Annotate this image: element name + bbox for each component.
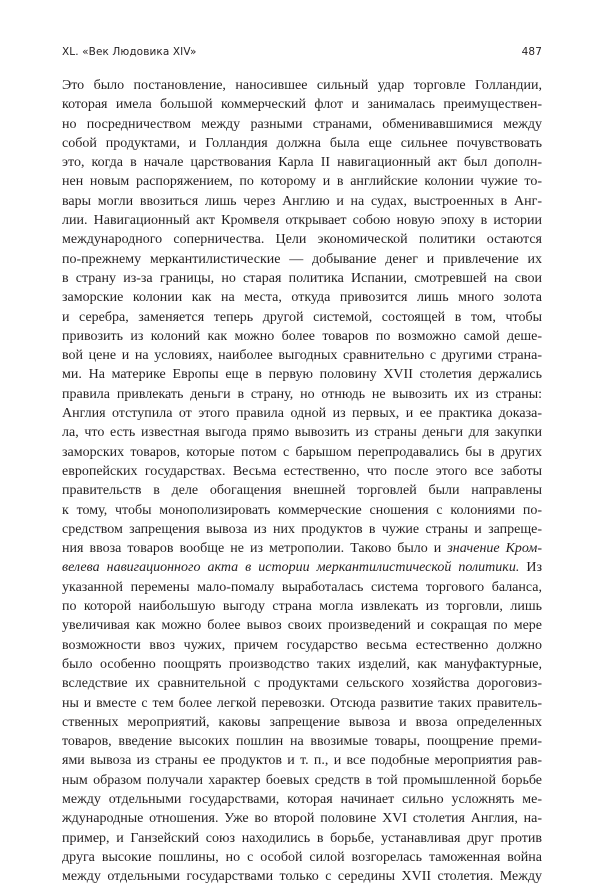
text-line: заморских товаров, которые потом с барышом перепродавались бы в других bbox=[62, 444, 542, 460]
italic-phrase: велева навигационного акта в истории меркантилистической политики. bbox=[62, 560, 520, 576]
text-line: по которой наибольшую выгоду страна могла извлекать из торговли, лишь bbox=[62, 599, 542, 615]
text-line: собой продуктами, и Голландия должна была еще сильнее почувствовать bbox=[62, 135, 542, 151]
text-line: пример, и Ганзейский союз находились в борьбе, устанавливая друг против bbox=[62, 830, 542, 846]
text-line: вследствие их сравнительной с продуктами сельского хозяйства дороговиз- bbox=[62, 676, 542, 692]
text-line: было особенно поощрять производство таких изделий, как мануфактурные, bbox=[62, 656, 542, 672]
text-line: ния ввоза товаров вообще не из метрополии. Таково было и значение Кром- bbox=[62, 541, 542, 557]
text-line: друга высокие пошлины, но с особой силой возгорелась таможенная война bbox=[62, 849, 542, 865]
text-line: привозить из колоний как можно более товаров по возможно самой деше- bbox=[62, 328, 542, 344]
text-line: Это было постановление, наносившее сильный удар торговле Голландии, bbox=[62, 78, 542, 93]
text-line: вары могли ввозиться лишь через Англию и на судах, выстроенных в Анг- bbox=[62, 193, 542, 209]
text-line: возможности ввоз чужих, причем государство весьма естественно должно bbox=[62, 637, 542, 653]
text-line: ственных мероприятий, каковы запрещение вывоза и ввоза определенных bbox=[62, 714, 542, 730]
text-line: указанной перемены мало-помалу выработалась система торгового баланса, bbox=[62, 579, 542, 595]
text-line: ждународные отношения. Уже во второй половине XVI столетия Англия, на- bbox=[62, 811, 542, 827]
text-line: международного соперничества. Цели экономической политики остаются bbox=[62, 232, 542, 248]
text-line: заморские колонии как на места, откуда привозится лишь много золота bbox=[62, 290, 542, 306]
page-number: 487 bbox=[521, 46, 542, 58]
text-line: европейских государствах. Весьма естественно, что после этого все заботы bbox=[62, 463, 542, 479]
text-line: по-прежнему меркантилистические — добывание денег и привлечение их bbox=[62, 251, 542, 267]
text-line: которая имела большой коммерческий флот и занималась преимуществен- bbox=[62, 97, 542, 113]
text-line: ным образом получали характер боевых средств в той промышленной борьбе bbox=[62, 772, 542, 788]
running-head bbox=[62, 46, 542, 62]
text-line: товаров, введение высоких пошлин на ввозимые товары, поощрение преми- bbox=[62, 734, 542, 750]
text-line: правительств в деле обогащения внешней торговлей были направлены bbox=[62, 483, 542, 499]
text-line: ми. На материке Европы еще в первую половину XVII столетия держались bbox=[62, 367, 542, 383]
text-line: ны и вместе с тем более легкой перевозки. Отсюда развитие таких правитель- bbox=[62, 695, 542, 711]
text-line: Англия отступила от этого правила одной из первых, и ее практика доказа- bbox=[62, 406, 542, 422]
text-line: ями вывоза из страны ее продуктов и т. п., и все подобные мероприятия рав- bbox=[62, 753, 542, 769]
text-line: ла, что есть известная выгода прямо вывозить из страны деньги для закупки bbox=[62, 425, 542, 441]
text-line: увеличивая как можно более вывоз своих произведений и сокращая по мере bbox=[62, 618, 542, 634]
text-line: это, когда в начале царствования Карла II навигационный акт был дополн- bbox=[62, 155, 542, 171]
text-line: правила привлекать деньги в страну, но отнюдь не вывозить их из страны: bbox=[62, 386, 542, 402]
text-line: средством запрещения вывоза из них продуктов в чужие страны и запреще- bbox=[62, 521, 542, 537]
text-line: и серебра, заменяется теперь другой системой, состоящей в том, чтобы bbox=[62, 309, 542, 325]
text-line: между отдельными государствами, которая начинает сильно усложнять ме- bbox=[62, 791, 542, 807]
text-line: в страну из-за границы, но старая политика Испании, смотревшей на свои bbox=[62, 270, 542, 286]
text-line: но посредничеством между разными странами, обменивавшимися между bbox=[62, 116, 542, 132]
italic-phrase: значение Кром- bbox=[447, 541, 542, 557]
running-title: XL. «Век Людовика XIV» bbox=[62, 46, 197, 58]
book-page bbox=[62, 46, 542, 886]
body-text bbox=[62, 76, 542, 886]
text-line: лии. Навигационный акт Кромвеля открывает собою новую эпоху в истории bbox=[62, 213, 542, 229]
text-line: нен новым распоряжением, по которому и в английские колонии чужие то- bbox=[62, 174, 542, 190]
text-line: вой цене и на условиях, наиболее выгодных сравнительно с другими страна- bbox=[62, 348, 542, 364]
text-line: между отдельными государствами только с середины XVII столетия. Между bbox=[62, 869, 542, 885]
text-line: велева навигационного акта в истории меркантилистической политики. Из bbox=[62, 560, 542, 576]
text-line: к тому, чтобы монополизировать коммерческие сношения с колониями по- bbox=[62, 502, 542, 518]
